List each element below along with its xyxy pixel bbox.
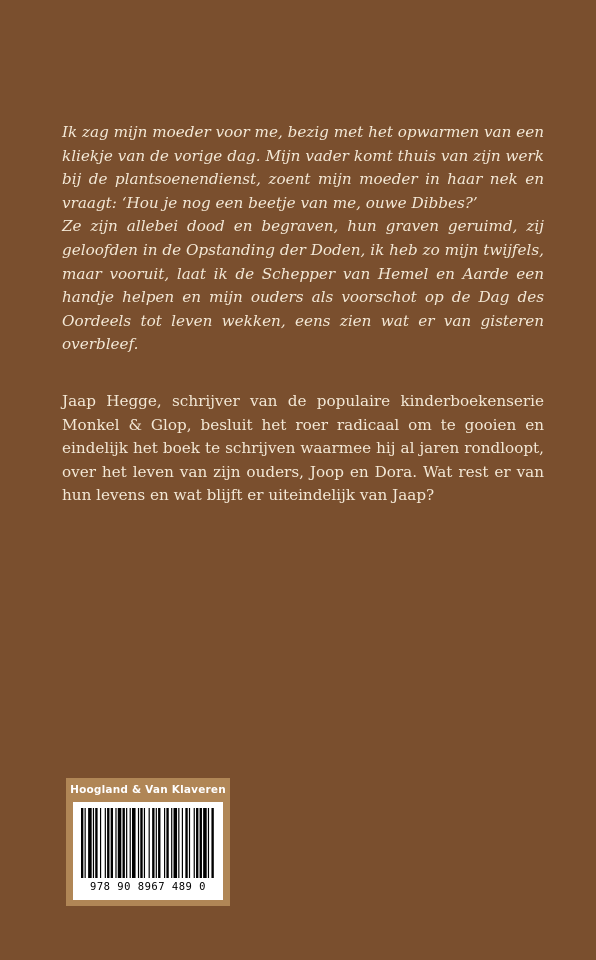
barcode-block bbox=[66, 778, 230, 906]
barcode-bar bbox=[194, 808, 195, 878]
barcode-bar bbox=[132, 808, 136, 878]
barcode-bar bbox=[208, 808, 209, 878]
barcode-bar bbox=[85, 808, 86, 878]
barcode-panel bbox=[73, 802, 223, 900]
barcode-bar bbox=[196, 808, 198, 878]
barcode-bar bbox=[138, 808, 139, 878]
isbn-number: 978 90 8967 489 0 bbox=[90, 881, 206, 893]
barcode-bar bbox=[105, 808, 106, 878]
barcode-bar bbox=[158, 808, 160, 878]
barcode-bar bbox=[111, 808, 113, 878]
barcode-bar bbox=[171, 808, 172, 878]
excerpt-paragraph-2: Ze zijn allebei dood en begraven, hun graven geruimd, zij geloofden in de Opstanding der Doden, ik heb zo mijn twijfels, maar vooruit, laat ik de Schepper van Hemel en Aarde een handje helpen en mijn ouders als voorschot op de Dag des Oordeels tot leven wekken, eens zien wat er van gisteren overbleef. bbox=[62, 217, 544, 354]
barcode-bars bbox=[81, 808, 215, 878]
barcode-bar bbox=[107, 808, 109, 878]
barcode-bar bbox=[118, 808, 122, 878]
barcode-bar bbox=[115, 808, 116, 878]
barcode-bar bbox=[130, 808, 131, 878]
barcode-bar bbox=[140, 808, 142, 878]
barcode-bar bbox=[174, 808, 178, 878]
barcode-bar bbox=[189, 808, 190, 878]
barcode-bar bbox=[211, 808, 213, 878]
barcode-bar bbox=[164, 808, 165, 878]
blurb-text bbox=[62, 390, 544, 508]
barcode-bar bbox=[156, 808, 157, 878]
barcode-bar bbox=[200, 808, 202, 878]
barcode-bar bbox=[185, 808, 187, 878]
barcode-bar bbox=[126, 808, 127, 878]
blurb-paragraph: Jaap Hegge, schrijver van de populaire kinderboekenserie Monkel & Glop, besluit het roer radicaal om te gooien en eindelijk het boek te schrijven waarmee hij al jaren rondloopt, over het leven van zijn ouders, Joop en Dora. Wat rest er van hun levens en wat blijft er uiteindelijk van Jaap? bbox=[62, 392, 544, 505]
barcode-bar bbox=[152, 808, 154, 878]
barcode-bar bbox=[81, 808, 83, 878]
barcode-bar bbox=[100, 808, 101, 878]
barcode-bar bbox=[166, 808, 168, 878]
barcode-bar bbox=[178, 808, 179, 878]
excerpt-paragraph-1: Ik zag mijn moeder voor me, bezig met het opwarmen van een kliekje van de vorige dag. Mijn vader komt thuis van zijn werk bij de plantsoenendienst, zoent mijn moeder in haar nek en vraagt: ‘Hou je nog een beetje van me, ouwe Dibbes?’ bbox=[62, 123, 544, 212]
excerpt-text bbox=[62, 121, 544, 357]
barcode-bar bbox=[88, 808, 92, 878]
barcode-bar bbox=[123, 808, 125, 878]
barcode-bar bbox=[149, 808, 150, 878]
barcode-bar bbox=[203, 808, 207, 878]
publisher-name: Hoogland & Van Klaveren bbox=[70, 784, 226, 796]
barcode-bar bbox=[93, 808, 94, 878]
barcode-bar bbox=[95, 808, 97, 878]
barcode-bar bbox=[182, 808, 183, 878]
barcode-bar bbox=[144, 808, 145, 878]
